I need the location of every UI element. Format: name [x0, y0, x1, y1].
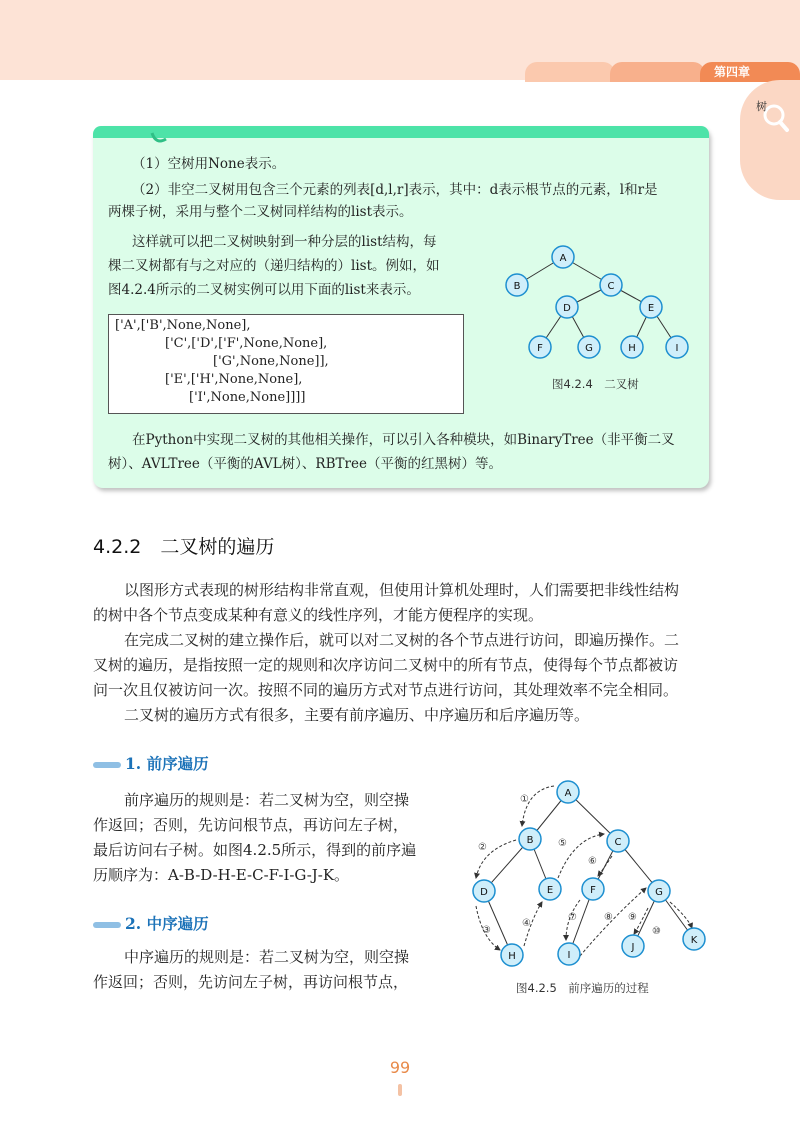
figure-4-2-4-caption: 图4.2.4 二叉树 — [552, 377, 639, 391]
subhead-bar-icon — [93, 922, 121, 928]
traversal-node-i: I — [567, 950, 571, 961]
tree-node-i: I — [675, 343, 679, 354]
tree-node-g: G — [585, 343, 593, 354]
traversal-node-g: G — [655, 887, 663, 898]
preorder-traversal-figure — [462, 778, 712, 973]
step-1: ① — [520, 794, 529, 805]
traversal-nodes — [473, 781, 705, 966]
side-tab-label: 树 — [756, 100, 767, 113]
para2-line-b: 叉树的遍历，是指按照一定的规则和次序访问二叉树中的所有节点，使得每个节点都被访 — [93, 656, 679, 674]
code-line-5: ['I',None,None]]]] — [189, 390, 306, 405]
subhead-preorder-label: 1. 前序遍历 — [125, 754, 209, 773]
subhead-bar-icon — [93, 762, 121, 768]
subhead-preorder — [93, 752, 209, 774]
step-3: ③ — [482, 925, 491, 936]
page-number: 99 — [389, 1058, 411, 1077]
figure-4-2-5-caption: 图4.2.5 前序遍历的过程 — [516, 981, 649, 995]
note-line-1: （1）空树用None表示。 — [132, 156, 286, 172]
pre-line-a: 前序遍历的规则是：若二叉树为空，则空操 — [124, 791, 410, 809]
note-curl-icon — [150, 131, 180, 147]
chapter-tab: 第四章 — [700, 62, 800, 82]
note-line-4a: 在Python中实现二叉树的其他相关操作，可以引入各种模块，如BinaryTree（非平衡二叉 — [132, 432, 675, 448]
traversal-node-h: H — [508, 951, 516, 962]
step-10: ⑩ — [652, 926, 661, 937]
tree-node-e: E — [647, 303, 655, 314]
para1-line-b: 的树中各个节点变成某种有意义的线性序列，才能方便程序的实现。 — [93, 606, 544, 624]
traversal-node-d: D — [480, 887, 488, 898]
tree-node-b: B — [513, 281, 521, 292]
note-line-3a: 这样就可以把二叉树映射到一种分层的list结构，每 — [132, 234, 437, 250]
tree-node-c: C — [607, 281, 615, 292]
subhead-inorder — [93, 912, 209, 934]
step-9: ⑨ — [628, 912, 637, 923]
para1-line-a: 以图形方式表现的树形结构非常直观，但使用计算机处理时，人们需要把非线性结构 — [124, 581, 680, 599]
tree-node-h: H — [628, 343, 636, 354]
para2-line-c: 问一次且仅被访问一次。按照不同的遍历方式对节点进行访问，其处理效率不完全相同。 — [93, 681, 679, 699]
note-line-4b: 树）、AVLTree（平衡的AVL树）、RBTree（平衡的红黑树）等。 — [108, 456, 502, 472]
side-tab — [740, 80, 800, 200]
para2-line-a: 在完成二叉树的建立操作后，就可以对二叉树的各个节点进行访问，即遍历操作。二 — [124, 631, 680, 649]
traversal-node-a: A — [564, 788, 572, 799]
header-tab-deco-1 — [525, 62, 615, 82]
note-box-bar — [93, 126, 709, 138]
header-tab-deco-2 — [610, 62, 705, 82]
section-title: 4.2.2 二叉树的遍历 — [93, 536, 275, 558]
note-line-3b: 棵二叉树都有与之对应的（递归结构的）list。例如，如 — [108, 258, 440, 274]
traversal-node-f: F — [590, 885, 596, 896]
code-line-1: ['A',['B',None,None], — [115, 318, 251, 333]
code-line-2: ['C',['D',['F',None,None], — [165, 336, 328, 351]
pre-line-b: 作返回；否则，先访问根节点，再访问左子树， — [93, 816, 409, 834]
traversal-node-j: J — [631, 942, 635, 953]
pre-line-d: 历顺序为：A-B-D-H-E-C-F-I-G-J-K。 — [93, 866, 350, 884]
traversal-node-k: K — [690, 935, 698, 946]
in-line-b: 作返回；否则，先访问左子树，再访问根节点， — [93, 973, 409, 991]
step-2: ② — [478, 842, 487, 853]
note-line-2a: （2）非空二叉树用包含三个元素的列表[d,l,r]表示，其中：d表示根节点的元素，l和r是 — [132, 182, 658, 198]
traversal-node-e: E — [546, 885, 554, 896]
step-5: ⑤ — [558, 838, 567, 849]
pre-line-c: 最后访问右子树。如图4.2.5所示，得到的前序遍 — [93, 841, 417, 859]
step-8: ⑧ — [604, 912, 613, 923]
code-line-3: ['G',None,None]], — [213, 354, 329, 369]
note-line-3c: 图4.2.4所示的二叉树实例可以用下面的list来表示。 — [108, 282, 420, 298]
tree-node-f: F — [537, 343, 543, 354]
code-block — [108, 314, 464, 414]
page-number-tick — [398, 1084, 402, 1096]
binary-tree-figure — [495, 240, 700, 370]
note-line-2b: 两棵子树，采用与整个二叉树同样结构的list表示。 — [108, 204, 413, 220]
in-line-a: 中序遍历的规则是：若二叉树为空，则空操 — [124, 948, 410, 966]
tree-node-a: A — [559, 253, 567, 264]
traversal-node-c: C — [614, 837, 622, 848]
traversal-edges — [484, 792, 694, 955]
subhead-inorder-label: 2. 中序遍历 — [125, 914, 209, 933]
step-4: ④ — [522, 918, 531, 929]
code-line-4: ['E',['H',None,None], — [165, 372, 303, 387]
tree-nodes — [506, 246, 688, 358]
para3: 二叉树的遍历方式有很多，主要有前序遍历、中序遍历和后序遍历等。 — [124, 706, 590, 724]
traversal-node-b: B — [526, 835, 534, 846]
step-7: ⑦ — [568, 912, 577, 923]
step-6: ⑥ — [588, 856, 597, 867]
tree-node-d: D — [563, 303, 571, 314]
